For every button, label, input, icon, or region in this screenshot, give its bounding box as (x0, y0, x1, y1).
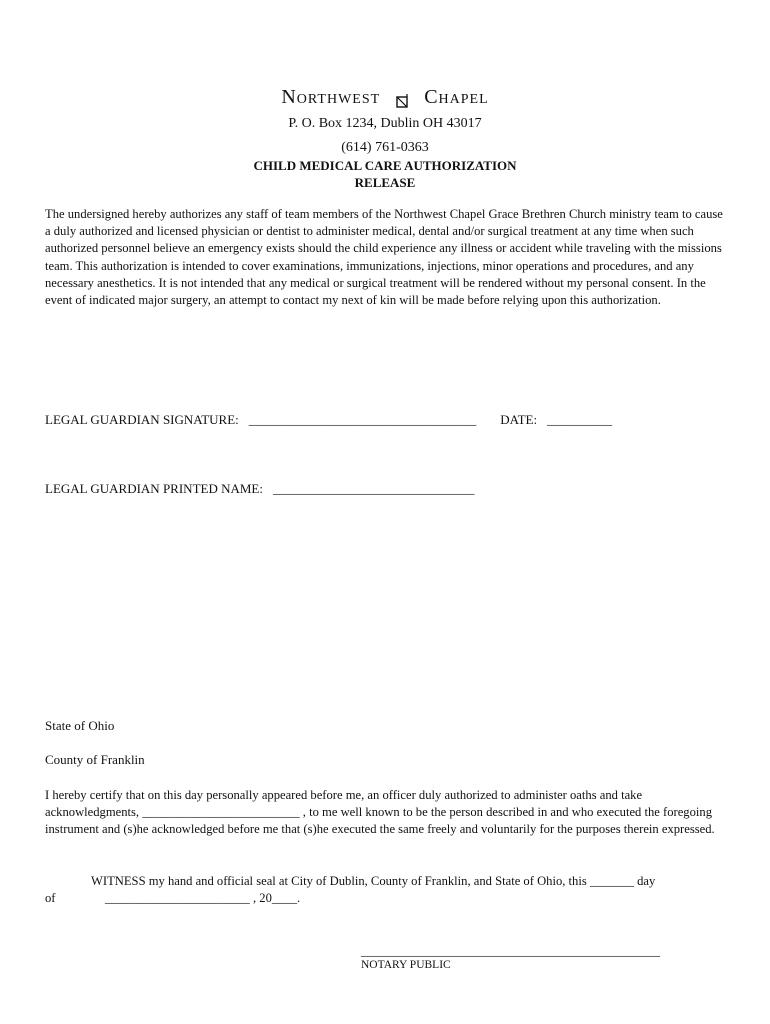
acknowledged-person-blank[interactable]: _________________________ (142, 805, 300, 820)
organization-header (0, 86, 770, 157)
guardian-printed-name-row (45, 481, 474, 497)
date-label: DATE: (500, 412, 538, 427)
organization-phone: (614) 761-0363 (341, 140, 429, 155)
guardian-printed-name-blank[interactable]: _______________________________ (272, 481, 475, 496)
notary-signature-line[interactable]: ______________________________________________ (361, 943, 660, 958)
guardian-signature-blank[interactable]: ___________________________________ (248, 412, 477, 427)
form-title-line1: CHILD MEDICAL CARE AUTHORIZATION (253, 158, 517, 173)
witness-statement (45, 873, 735, 907)
witness-text-part1: WITNESS my hand and official seal at City of Dublin, County of Franklin, and State of Ohio, this (91, 874, 590, 888)
authorization-body-text: The undersigned hereby authorizes any staff of team members of the Northwest Chapel Grace Brethren Church ministry team to cause a duly authorized and licensed physician or dentist to administer medical, dental and/or surgical treatment at any time when such authorized personnel believe an emergency exists should the child experience any illness or accident while traveling with the missions team. This authorization is intended to cover examinations, immunizations, injections, minor operations and procedures, and any necessary anesthetics. It is not intended that any medical or surgical treatment will be rendered without my personal consent. In the event of indicated major surgery, an attempt to contact my next of kin will be made before relying upon this authorization. (45, 207, 723, 308)
witness-year[interactable]: , 20____. (249, 891, 301, 905)
organization-name (0, 86, 770, 109)
form-title (0, 157, 770, 191)
organization-name-left: Northwest (281, 86, 381, 108)
notary-certification-text (45, 787, 725, 839)
certify-text-part1: I hereby certify that on this day personally appeared before me, an officer duly authorized to administer oaths and take acknowledgments, (45, 788, 643, 820)
chapel-logo-icon (396, 91, 408, 105)
witness-day-blank[interactable]: _______ (589, 874, 634, 888)
witness-of-label: of (45, 891, 56, 905)
form-title-line2: RELEASE (354, 175, 416, 190)
notary-county: County of Franklin (45, 752, 145, 767)
witness-month-blank[interactable]: _______________________ (105, 891, 250, 905)
witness-text-part2: day (633, 874, 656, 888)
guardian-signature-row (45, 412, 612, 428)
date-blank[interactable]: __________ (547, 412, 613, 427)
organization-address: P. O. Box 1234, Dublin OH 43017 (288, 116, 482, 131)
guardian-printed-name-label: LEGAL GUARDIAN PRINTED NAME: (45, 481, 263, 496)
certify-text-part2: , to me well known to be the person described in and who executed the foregoing instrument and (s)he acknowledged before me that (s)he executed the same freely and voluntarily for the purposes therein expressed. (45, 805, 715, 837)
notary-public-label: NOTARY PUBLIC (361, 959, 451, 971)
guardian-signature-label: LEGAL GUARDIAN SIGNATURE: (45, 412, 239, 427)
organization-name-right: Chapel (424, 86, 489, 108)
notary-state: State of Ohio (45, 718, 115, 733)
